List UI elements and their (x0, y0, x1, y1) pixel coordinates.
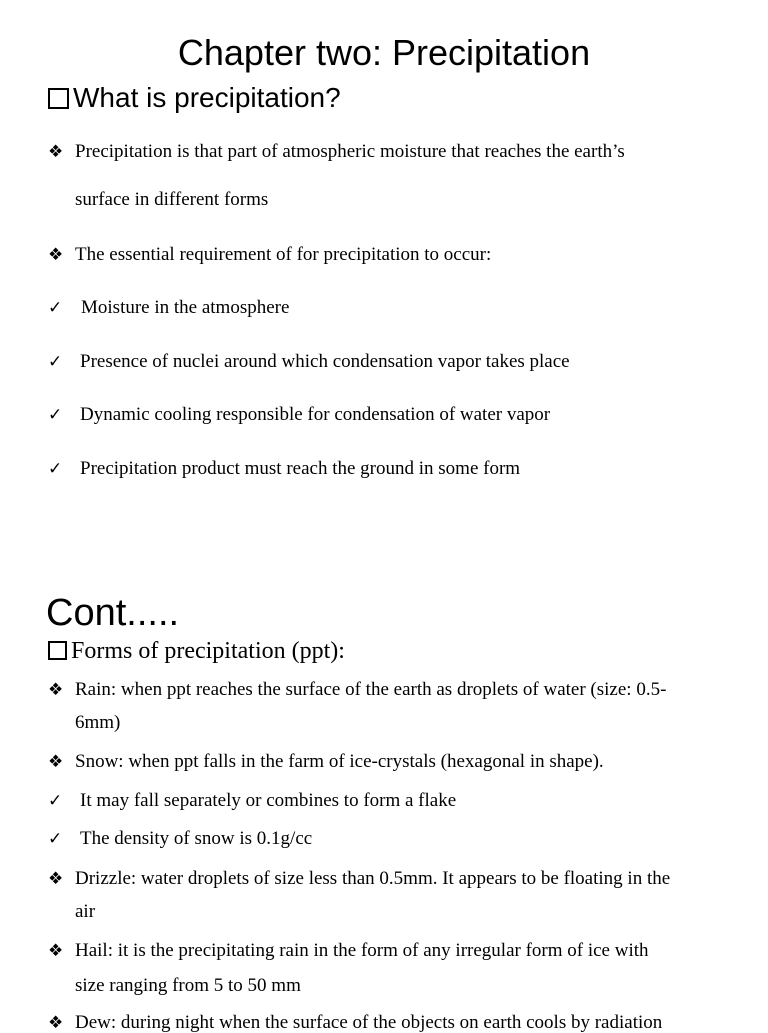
heading-text: Forms of precipitation (ppt): (71, 638, 345, 664)
slide2-heading (48, 637, 345, 665)
diamond-bullet-icon: ❖ (48, 1013, 64, 1032)
slide1-question-heading (48, 82, 341, 114)
checkmark-icon: ✓ (48, 352, 63, 371)
list-item-text: Snow: when ppt falls in the farm of ice-crystals (hexagonal in shape). (75, 751, 604, 772)
question-text: What is precipitation? (73, 82, 341, 113)
list-item-text: Precipitation product must reach the ground in some form (80, 458, 521, 479)
list-item-text: Dynamic cooling responsible for condensation of water vapor (80, 404, 551, 425)
checkmark-icon: ✓ (48, 829, 63, 848)
diamond-bullet-icon: ❖ (48, 680, 64, 699)
slide1-title: Chapter two: Precipitation (177, 32, 591, 73)
list-item-text: The essential requirement of for precipitation to occur: (75, 244, 492, 265)
list-item-text: Drizzle: water droplets of size less than 0.5mm. It appears to be floating in the (75, 868, 671, 889)
checkmark-icon: ✓ (48, 791, 63, 810)
checkbox-square-icon (48, 88, 69, 109)
checkmark-icon: ✓ (48, 405, 63, 424)
list-item-text: The density of snow is 0.1g/cc (80, 828, 313, 849)
list-item-text: Dew: during night when the surface of the objects on earth cools by radiation (75, 1012, 663, 1033)
list-item-text: size ranging from 5 to 50 mm (75, 975, 301, 996)
list-item-text: Precipitation is that part of atmospheric moisture that reaches the earth’s (75, 141, 625, 162)
diamond-bullet-icon: ❖ (48, 142, 64, 161)
list-item-text: 6mm) (75, 712, 121, 733)
checkmark-icon: ✓ (48, 298, 63, 317)
list-item-text: Presence of nuclei around which condensation vapor takes place (80, 351, 570, 372)
checkmark-icon: ✓ (48, 459, 63, 478)
diamond-bullet-icon: ❖ (48, 941, 64, 960)
list-item-text: surface in different forms (75, 189, 269, 210)
slide2-title: Cont..... (46, 592, 180, 634)
list-item-text: Moisture in the atmosphere (81, 297, 290, 318)
list-item-text: Hail: it is the precipitating rain in the form of any irregular form of ice with (75, 940, 649, 961)
checkbox-square-icon (48, 641, 67, 660)
list-item-text: Rain: when ppt reaches the surface of the earth as droplets of water (size: 0.5- (75, 679, 667, 700)
list-item-text: air (75, 901, 96, 922)
diamond-bullet-icon: ❖ (48, 245, 64, 264)
list-item-text: It may fall separately or combines to form a flake (80, 790, 457, 811)
diamond-bullet-icon: ❖ (48, 869, 64, 888)
diamond-bullet-icon: ❖ (48, 752, 64, 771)
